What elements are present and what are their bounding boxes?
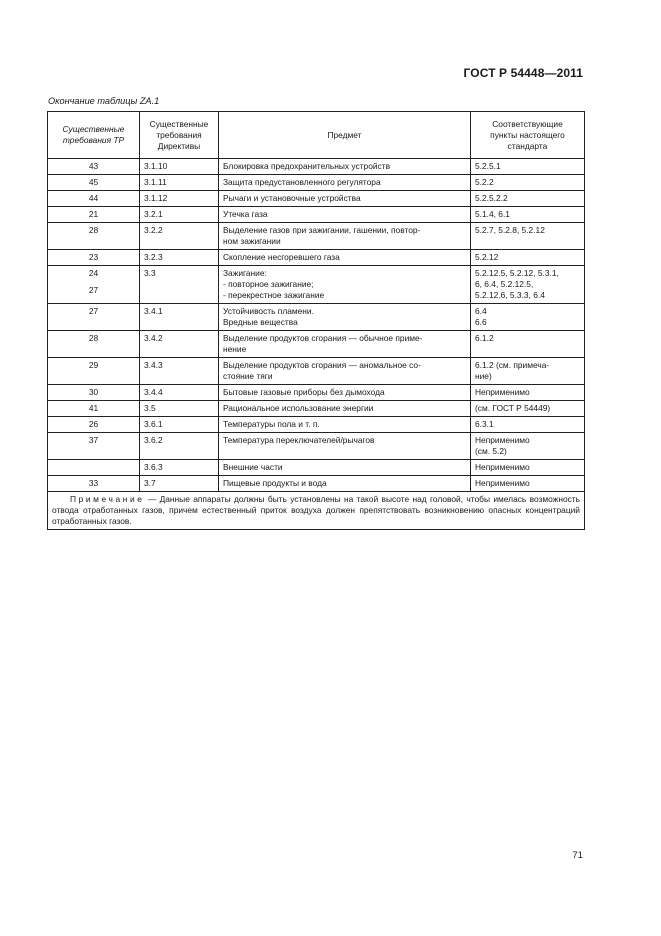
subject-cell: Рычаги и установочные устройства bbox=[219, 191, 471, 207]
table-row bbox=[48, 433, 585, 460]
table-row bbox=[48, 385, 585, 401]
tr-requirement-cell bbox=[48, 460, 140, 476]
directive-requirement-cell: 3.3 bbox=[140, 266, 219, 304]
table-row bbox=[48, 304, 585, 331]
table-caption: Окончание таблицы ZA.1 bbox=[48, 96, 160, 106]
table-row bbox=[48, 207, 585, 223]
table-row bbox=[48, 358, 585, 385]
subject-cell: Защита предустановленного регулятора bbox=[219, 175, 471, 191]
standard-clause-cell: Неприменимо bbox=[471, 385, 585, 401]
tr-requirement-cell: 43 bbox=[48, 159, 140, 175]
standard-clause-cell: Неприменимо (см. 5.2) bbox=[471, 433, 585, 460]
table-row bbox=[48, 460, 585, 476]
tr-requirement-cell: 26 bbox=[48, 417, 140, 433]
subject-cell: Выделение продуктов сгорания — обычное приме- нение bbox=[219, 331, 471, 358]
directive-requirement-cell: 3.6.3 bbox=[140, 460, 219, 476]
table-row bbox=[48, 250, 585, 266]
tr-requirement-cell: 27 bbox=[48, 304, 140, 331]
directive-requirement-cell: 3.2.1 bbox=[140, 207, 219, 223]
table-row bbox=[48, 401, 585, 417]
standard-clause-cell: (см. ГОСТ Р 54449) bbox=[471, 401, 585, 417]
tr-requirement-cell: 28 bbox=[48, 331, 140, 358]
standard-clause-cell: 5.2.12.5, 5.2.12, 5.3.1, 6, 6.4, 5.2.12.5, 5.2.12.6, 5.3.3, 6.4 bbox=[471, 266, 585, 304]
tr-requirement-cell: 41 bbox=[48, 401, 140, 417]
header-tr-requirements: Существенные требования ТР bbox=[48, 112, 140, 159]
table-note-row bbox=[48, 492, 585, 530]
page-number: 71 bbox=[572, 850, 583, 861]
subject-cell: Температура переключателей/рычагов bbox=[219, 433, 471, 460]
standard-clause-cell: 5.2.5.2.2 bbox=[471, 191, 585, 207]
subject-cell: Бытовые газовые приборы без дымохода bbox=[219, 385, 471, 401]
tr-requirement-cell: 30 bbox=[48, 385, 140, 401]
subject-cell: Скопление несгоревшего газа bbox=[219, 250, 471, 266]
subject-cell: Рациональное использование энергии bbox=[219, 401, 471, 417]
tr-requirement-cell: 44 bbox=[48, 191, 140, 207]
directive-requirement-cell: 3.6.2 bbox=[140, 433, 219, 460]
note-text: — Данные аппараты должны быть установлены на такой высоте над головой, чтобы имелась возможность отвода отработанных газов, причем естественный приток воздуха должен препятствовать возникновению опасных концентраций отработанных газов. bbox=[52, 494, 580, 526]
tr-requirement-cell: 24 27 bbox=[48, 266, 140, 304]
table-row bbox=[48, 159, 585, 175]
tr-requirement-cell: 21 bbox=[48, 207, 140, 223]
directive-requirement-cell: 3.4.2 bbox=[140, 331, 219, 358]
table-row bbox=[48, 175, 585, 191]
standard-clause-cell: 5.2.12 bbox=[471, 250, 585, 266]
directive-requirement-cell: 3.4.3 bbox=[140, 358, 219, 385]
tr-requirement-cell: 28 bbox=[48, 223, 140, 250]
standard-clause-cell: 6.1.2 bbox=[471, 331, 585, 358]
subject-cell: Зажигание: - повторное зажигание; - перекрестное зажигание bbox=[219, 266, 471, 304]
tr-requirement-cell: 37 bbox=[48, 433, 140, 460]
standard-clause-cell: 6.1.2 (см. примеча- ние) bbox=[471, 358, 585, 385]
standard-clause-cell: 5.2.2 bbox=[471, 175, 585, 191]
table-row bbox=[48, 476, 585, 492]
tr-requirement-cell: 23 bbox=[48, 250, 140, 266]
standard-clause-cell: 5.2.5.1 bbox=[471, 159, 585, 175]
header-subject: Предмет bbox=[219, 112, 471, 159]
subject-cell: Блокировка предохранительных устройств bbox=[219, 159, 471, 175]
subject-cell: Устойчивость пламени. Вредные вещества bbox=[219, 304, 471, 331]
standard-clause-cell: 6.4 6.6 bbox=[471, 304, 585, 331]
directive-requirement-cell: 3.1.11 bbox=[140, 175, 219, 191]
table-row bbox=[48, 331, 585, 358]
table-row bbox=[48, 417, 585, 433]
standard-clause-cell: Неприменимо bbox=[471, 476, 585, 492]
table-note bbox=[48, 492, 585, 530]
table-row bbox=[48, 223, 585, 250]
directive-requirement-cell: 3.2.3 bbox=[140, 250, 219, 266]
subject-cell: Утечка газа bbox=[219, 207, 471, 223]
subject-cell: Выделение газов при зажигании, гашении, повтор- ном зажигании bbox=[219, 223, 471, 250]
directive-requirement-cell: 3.1.10 bbox=[140, 159, 219, 175]
directive-requirement-cell: 3.5 bbox=[140, 401, 219, 417]
table-row bbox=[48, 266, 585, 304]
standard-clause-cell: Неприменимо bbox=[471, 460, 585, 476]
header-standard-clauses: Соответствующие пункты настоящего стандарта bbox=[471, 112, 585, 159]
tr-requirement-cell: 29 bbox=[48, 358, 140, 385]
subject-cell: Выделение продуктов сгорания — аномальное со- стояние тяги bbox=[219, 358, 471, 385]
directive-requirement-cell: 3.2.2 bbox=[140, 223, 219, 250]
tr-requirement-cell: 33 bbox=[48, 476, 140, 492]
table-body bbox=[48, 159, 585, 492]
table-row bbox=[48, 191, 585, 207]
table-header-row bbox=[48, 112, 585, 159]
directive-requirement-cell: 3.4.1 bbox=[140, 304, 219, 331]
requirements-table bbox=[47, 111, 585, 530]
standard-clause-cell: 5.2.7, 5.2.8, 5.2.12 bbox=[471, 223, 585, 250]
subject-cell: Внешние части bbox=[219, 460, 471, 476]
note-prefix: Примечание bbox=[70, 494, 145, 504]
directive-requirement-cell: 3.4.4 bbox=[140, 385, 219, 401]
directive-requirement-cell: 3.6.1 bbox=[140, 417, 219, 433]
header-directive-requirements: Существенные требования Директивы bbox=[140, 112, 219, 159]
directive-requirement-cell: 3.1.12 bbox=[140, 191, 219, 207]
document-code: ГОСТ Р 54448—2011 bbox=[463, 66, 583, 80]
standard-clause-cell: 5.1.4, 6.1 bbox=[471, 207, 585, 223]
directive-requirement-cell: 3.7 bbox=[140, 476, 219, 492]
subject-cell: Пищевые продукты и вода bbox=[219, 476, 471, 492]
standard-clause-cell: 6.3.1 bbox=[471, 417, 585, 433]
subject-cell: Температуры пола и т. п. bbox=[219, 417, 471, 433]
tr-requirement-cell: 45 bbox=[48, 175, 140, 191]
